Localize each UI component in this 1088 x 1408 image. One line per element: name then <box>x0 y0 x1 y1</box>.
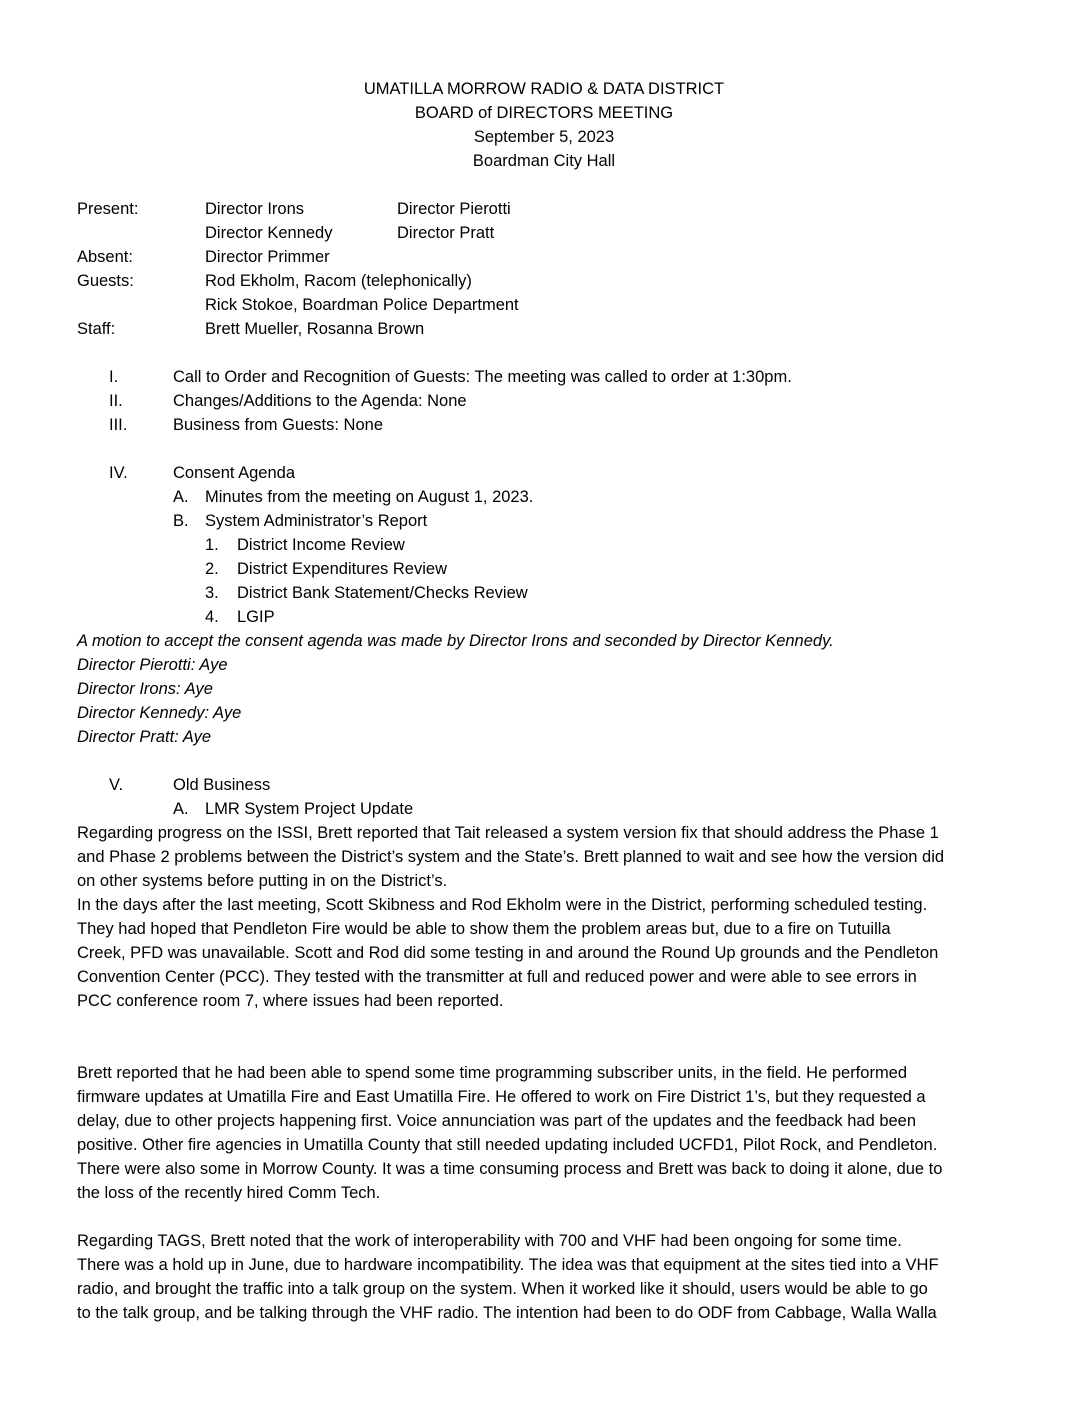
staff-names: Brett Mueller, Rosanna Brown <box>205 320 425 338</box>
consent-letter: A. <box>173 488 189 506</box>
agenda-number: IV. <box>109 464 128 482</box>
paragraph-tags <box>77 1229 1037 1325</box>
paragraph-line: Regarding TAGS, Brett noted that the work of interoperability with 700 and VHF had been ongoing for some time. <box>77 1232 902 1250</box>
present-name: Director Irons <box>205 200 305 218</box>
report-text: District Income Review <box>237 536 405 554</box>
agenda-item <box>0 389 1088 413</box>
paragraph-line: and Phase 2 problems between the District’s system and the State’s. Brett planned to wait and see how the version did <box>77 848 945 866</box>
consent-text: System Administrator’s Report <box>205 512 428 530</box>
paragraph-issi <box>77 821 1037 893</box>
report-text: District Expenditures Review <box>237 560 447 578</box>
paragraph-programming <box>77 1061 1037 1205</box>
meeting-location: Boardman City Hall <box>472 152 616 170</box>
agenda-text: Changes/Additions to the Agenda: None <box>173 392 467 410</box>
present-row-1 <box>0 197 1088 221</box>
document-header <box>0 77 1088 173</box>
staff-label: Staff: <box>77 320 116 338</box>
consent-letter: B. <box>173 512 189 530</box>
consent-item <box>0 509 1088 533</box>
paragraph-line: There were also some in Morrow County. It was a time consuming process and Brett was back to doing it alone, due to <box>77 1160 943 1178</box>
guests-label: Guests: <box>77 272 134 290</box>
paragraph-line: Convention Center (PCC). They tested with the transmitter at full and reduced power and were able to see errors in <box>77 968 917 986</box>
agenda-number: I. <box>109 368 119 386</box>
agenda-text: Call to Order and Recognition of Guests: The meeting was called to order at 1:30pm. <box>173 368 792 386</box>
consent-text: Minutes from the meeting on August 1, 2023. <box>205 488 534 506</box>
paragraph-line: They had hoped that Pendleton Fire would be able to show them the problem areas but, due to a fire on Tutuilla <box>77 920 891 938</box>
report-number: 2. <box>205 560 219 578</box>
paragraph-line: firmware updates at Umatilla Fire and East Umatilla Fire. He offered to work on Fire District 1’s, but they requested a <box>77 1088 926 1106</box>
paragraph-line: PCC conference room 7, where issues had been reported. <box>77 992 504 1010</box>
guest-name: Rick Stokoe, Boardman Police Department <box>205 296 519 314</box>
present-name: Director Kennedy <box>205 224 333 242</box>
paragraph-line: to the talk group, and be talking through the VHF radio. The intention had been to do ODF from Cabbage, Walla Walla <box>77 1304 937 1322</box>
report-text: LGIP <box>237 608 275 626</box>
guest-name: Rod Ekholm, Racom (telephonically) <box>205 272 472 290</box>
paragraph-line: on other systems before putting in on the District’s. <box>77 872 448 890</box>
paragraph-line: Regarding progress on the ISSI, Brett reported that Tait released a system version fix that should address the Phase 1 <box>77 824 939 842</box>
agenda-number: V. <box>109 776 124 794</box>
report-number: 3. <box>205 584 219 602</box>
report-item <box>0 533 1088 557</box>
paragraph-line: positive. Other fire agencies in Umatilla County that still needed updating included UCFD1, Pilot Rock, and Pendleton. <box>77 1136 938 1154</box>
org-name: UMATILLA MORROW RADIO & DATA DISTRICT <box>363 80 725 98</box>
present-row-2 <box>0 221 1088 245</box>
report-number: 4. <box>205 608 219 626</box>
meeting-date: September 5, 2023 <box>473 128 615 146</box>
old-business-letter: A. <box>173 800 189 818</box>
report-item <box>0 581 1088 605</box>
paragraph-line: There was a hold up in June, due to hardware incompatibility. The idea was that equipment at the sites tied into a VHF <box>77 1256 939 1274</box>
vote: Director Pratt: Aye <box>77 728 212 746</box>
paragraph-line: In the days after the last meeting, Scott Skibness and Rod Ekholm were in the District, performing scheduled testing. <box>77 896 928 914</box>
absent-label: Absent: <box>77 248 133 266</box>
agenda-number: III. <box>109 416 128 434</box>
absent-row <box>0 245 1088 269</box>
present-name: Director Pratt <box>397 224 495 242</box>
guests-row-2 <box>0 293 1088 317</box>
paragraph-line: delay, due to other projects happening first. Voice annunciation was part of the updates and the feedback had been <box>77 1112 917 1130</box>
agenda-item <box>0 773 1088 797</box>
motion-text: A motion to accept the consent agenda was made by Director Irons and seconded by Director Kennedy. <box>77 632 834 650</box>
paragraph-testing <box>77 893 1037 1013</box>
staff-row <box>0 317 1088 341</box>
paragraph-line: the loss of the recently hired Comm Tech. <box>77 1184 381 1202</box>
vote: Director Irons: Aye <box>77 680 213 698</box>
report-item <box>0 557 1088 581</box>
report-item <box>0 605 1088 629</box>
paragraph-line: Creek, PFD was unavailable. Scott and Rod did some testing in and around the Round Up grounds and the Pendleton <box>77 944 939 962</box>
agenda-item <box>0 461 1088 485</box>
report-text: District Bank Statement/Checks Review <box>237 584 528 602</box>
agenda-text: Consent Agenda <box>173 464 296 482</box>
consent-item <box>0 485 1088 509</box>
agenda-text: Business from Guests: None <box>173 416 384 434</box>
vote: Director Kennedy: Aye <box>77 704 242 722</box>
present-name: Director Pierotti <box>397 200 511 218</box>
paragraph-line: radio, and brought the traffic into a talk group on the system. When it worked like it should, users would be able to go <box>77 1280 928 1298</box>
meeting-title: BOARD of DIRECTORS MEETING <box>414 104 674 122</box>
guests-row-1 <box>0 269 1088 293</box>
paragraph-line: Brett reported that he had been able to spend some time programming subscriber units, in the field. He performed <box>77 1064 908 1082</box>
present-label: Present: <box>77 200 139 218</box>
absent-name: Director Primmer <box>205 248 330 266</box>
old-business-item <box>0 797 1088 821</box>
agenda-text: Old Business <box>173 776 271 794</box>
agenda-item <box>0 365 1088 389</box>
old-business-text: LMR System Project Update <box>205 800 414 818</box>
agenda-item <box>0 413 1088 437</box>
report-number: 1. <box>205 536 219 554</box>
vote: Director Pierotti: Aye <box>77 656 228 674</box>
agenda-number: II. <box>109 392 123 410</box>
